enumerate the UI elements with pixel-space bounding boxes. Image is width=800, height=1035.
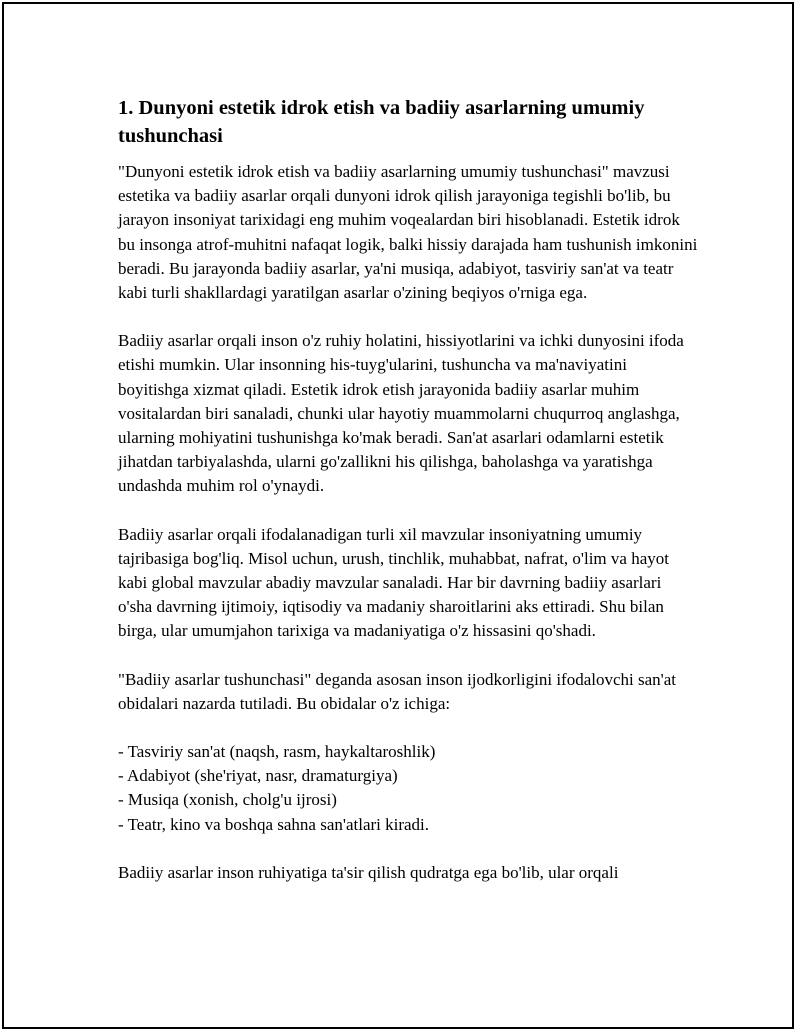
paragraph-3: Badiiy asarlar orqali ifodalanadigan turli xil mavzular insoniyatning umumiy tajribasiga bog'liq. Misol uchun, urush, tinchlik, muhabbat, nafrat, o'lim va hayot kabi global mavzular abadiy mavzular sanaladi. Har bir davrning badiiy asarlari o'sha davrning ijtimoiy, iqtisodiy va madaniy sharoitlarini aks ettiradi. Shu bilan birga, ular umumjahon tarixiga va madaniyatiga o'z hissasini qo'shadi.	[118, 524, 669, 641]
paragraph-5: Badiiy asarlar inson ruhiyatiga ta'sir qilish qudratga ega bo'lib, ular orqali	[118, 862, 619, 882]
section-heading: 1. Dunyoni estetik idrok etish va badiiy asarlarning umumiy tushunchasi	[118, 97, 645, 147]
list-item: - Teatr, kino va boshqa sahna san'atlari kiradi.	[118, 814, 430, 834]
list-item: - Adabiyot (she'riyat, nasr, dramaturgiya)	[118, 766, 398, 786]
art-forms-list	[118, 740, 698, 837]
list-item: - Musiqa (xonish, cholg'u ijrosi)	[118, 790, 337, 810]
paragraph-4: "Badiiy asarlar tushunchasi" deganda asosan inson ijodkorligini ifodalovchi san'at obidalari nazarda tutiladi. Bu obidalar o'z ichiga:	[118, 669, 676, 713]
paragraph-2: Badiiy asarlar orqali inson o'z ruhiy holatini, hissiyotlarini va ichki dunyosini ifoda etishi mumkin. Ular insonning his-tuyg'ularini, tushuncha va ma'naviyatini boyitishga xizmat qiladi. Estetik idrok etish jarayonida badiiy asarlar muhim vositalardan biri sanaladi, chunki ular hayotiy muammolarni chuqurroq anglashga, ularning mohiyatini tushunishga ko'mak beradi. San'at asarlari odamlarni estetik jihatdan tarbiyalashda, ularni go'zallikni his qilishga, baholashga va yaratishga undashda muhim rol o'ynaydi.	[118, 331, 684, 496]
paragraph-1: "Dunyoni estetik idrok etish va badiiy asarlarning umumiy tushunchasi" mavzusi estetika va badiiy asarlar orqali dunyoni idrok qilish jarayoniga tegishli bo'lib, bu jarayon insoniyat tarixidagi eng muhim voqealardan biri hisoblanadi. Estetik idrok bu insonga atrof-muhitni nafaqat logik, balki hissiy darajada ham tushunish imkonini beradi. Bu jarayonda badiiy asarlar, ya'ni musiqa, adabiyot, tasviriy san'at va teatr kabi turli shakllardagi yaratilgan asarlar o'zining beqiyos o'rniga ega.	[118, 162, 698, 303]
document-body	[118, 94, 698, 909]
list-item: - Tasviriy san'at (naqsh, rasm, haykaltaroshlik)	[118, 742, 436, 762]
